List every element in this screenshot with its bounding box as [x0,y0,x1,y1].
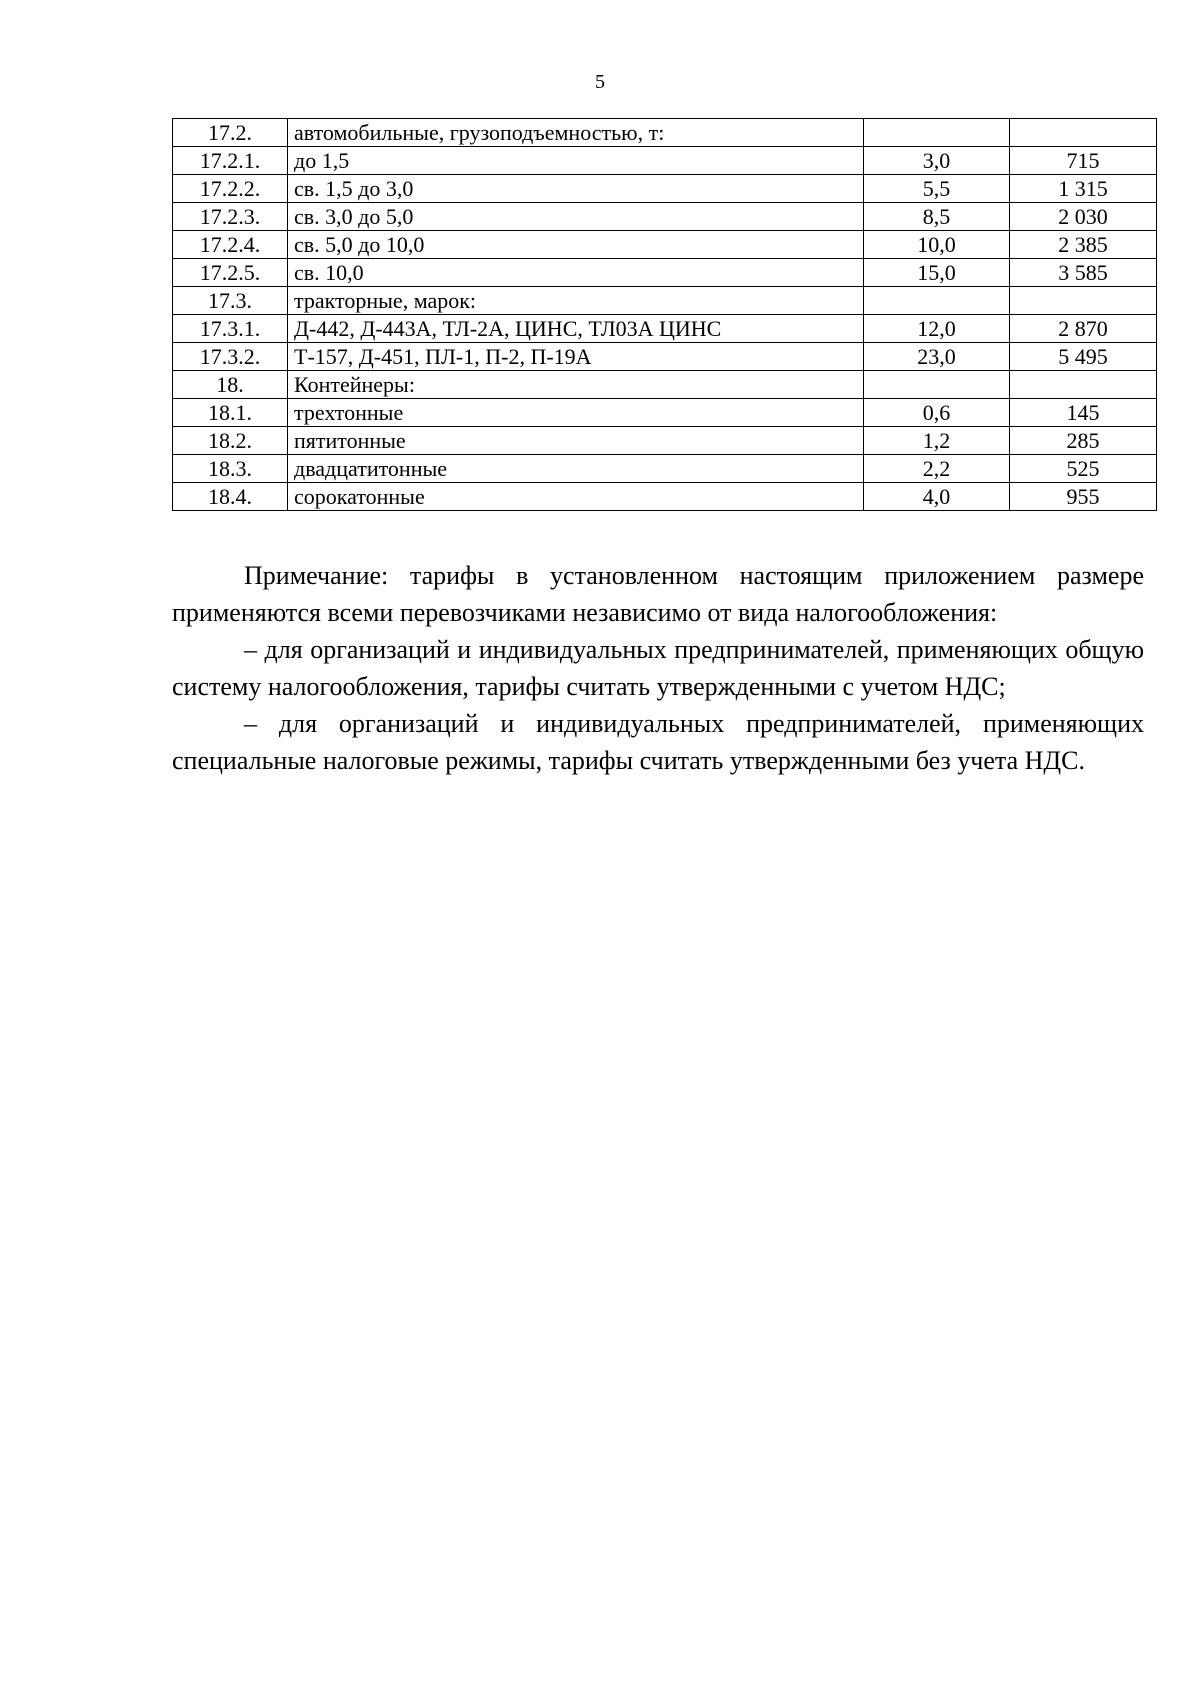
cell-value-b: 955 [1010,483,1157,511]
cell-value-b: 285 [1010,427,1157,455]
cell-value-b [1010,287,1157,315]
cell-item-number: 18. [173,371,288,399]
cell-value-a: 3,0 [864,147,1010,175]
cell-value-a: 0,6 [864,399,1010,427]
cell-item-name: тракторные, марок: [288,287,864,315]
cell-value-a: 4,0 [864,483,1010,511]
cell-item-name: Т-157, Д-451, ПЛ-1, П-2, П-19А [288,343,864,371]
page-number: 5 [595,71,605,93]
cell-value-b: 145 [1010,399,1157,427]
cell-item-number: 18.1. [173,399,288,427]
cell-value-b: 525 [1010,455,1157,483]
cell-item-number: 17.3. [173,287,288,315]
cell-item-name: до 1,5 [288,147,864,175]
cell-value-b: 2 385 [1010,231,1157,259]
cell-item-number: 18.4. [173,483,288,511]
table-row [173,315,1157,343]
tariff-table [172,118,1157,511]
note-bullet-special-tax: – для организаций и индивидуальных предпринимателей, применяющих специальные налоговые режимы, тарифы считать утвержденными без учета НДС. [172,709,1144,775]
cell-value-a [864,119,1010,147]
table-row [173,371,1157,399]
cell-item-name: св. 5,0 до 10,0 [288,231,864,259]
cell-item-name: Контейнеры: [288,371,864,399]
cell-item-name: св. 10,0 [288,259,864,287]
table-row [173,399,1157,427]
cell-item-number: 18.3. [173,455,288,483]
table-row [173,203,1157,231]
cell-value-b [1010,119,1157,147]
cell-value-b: 5 495 [1010,343,1157,371]
cell-value-a: 5,5 [864,175,1010,203]
cell-value-b: 715 [1010,147,1157,175]
table-row [173,455,1157,483]
cell-item-name: пятитонные [288,427,864,455]
note-section [172,557,1144,779]
table-row [173,343,1157,371]
cell-value-a: 15,0 [864,259,1010,287]
cell-item-name: автомобильные, грузоподъемностью, т: [288,119,864,147]
cell-item-number: 17.2.5. [173,259,288,287]
cell-value-a [864,371,1010,399]
table-row [173,483,1157,511]
cell-item-name: Д-442, Д-443А, ТЛ-2А, ЦИНС, ТЛ03А ЦИНС [288,315,864,343]
table-row [173,119,1157,147]
table-row [173,287,1157,315]
cell-value-a: 8,5 [864,203,1010,231]
cell-value-b: 2 030 [1010,203,1157,231]
cell-item-number: 17.2.1. [173,147,288,175]
cell-value-b: 3 585 [1010,259,1157,287]
cell-value-a [864,287,1010,315]
cell-value-a: 12,0 [864,315,1010,343]
cell-item-number: 17.3.1. [173,315,288,343]
cell-item-number: 17.2.4. [173,231,288,259]
table-row [173,231,1157,259]
cell-item-name: трехтонные [288,399,864,427]
table-row [173,147,1157,175]
cell-value-a: 23,0 [864,343,1010,371]
table-row [173,175,1157,203]
note-intro: Примечание: тарифы в установленном настоящим приложением размере применяются всеми перевозчиками независимо от вида налогообложения: [172,561,1144,627]
cell-item-number: 17.2.2. [173,175,288,203]
cell-value-b [1010,371,1157,399]
cell-value-a: 10,0 [864,231,1010,259]
cell-value-b: 2 870 [1010,315,1157,343]
cell-item-number: 17.2. [173,119,288,147]
note-bullet-general-tax: – для организаций и индивидуальных предпринимателей, применяющих общую систему налогообложения, тарифы считать утвержденными с учетом НДС; [172,635,1144,701]
table-row [173,259,1157,287]
cell-value-a: 1,2 [864,427,1010,455]
cell-item-number: 17.2.3. [173,203,288,231]
cell-item-name: сорокатонные [288,483,864,511]
table-row [173,427,1157,455]
cell-item-name: двадцатитонные [288,455,864,483]
cell-item-number: 18.2. [173,427,288,455]
tariff-table-body [173,119,1157,511]
cell-item-number: 17.3.2. [173,343,288,371]
cell-value-b: 1 315 [1010,175,1157,203]
cell-item-name: св. 1,5 до 3,0 [288,175,864,203]
cell-value-a: 2,2 [864,455,1010,483]
cell-item-name: св. 3,0 до 5,0 [288,203,864,231]
